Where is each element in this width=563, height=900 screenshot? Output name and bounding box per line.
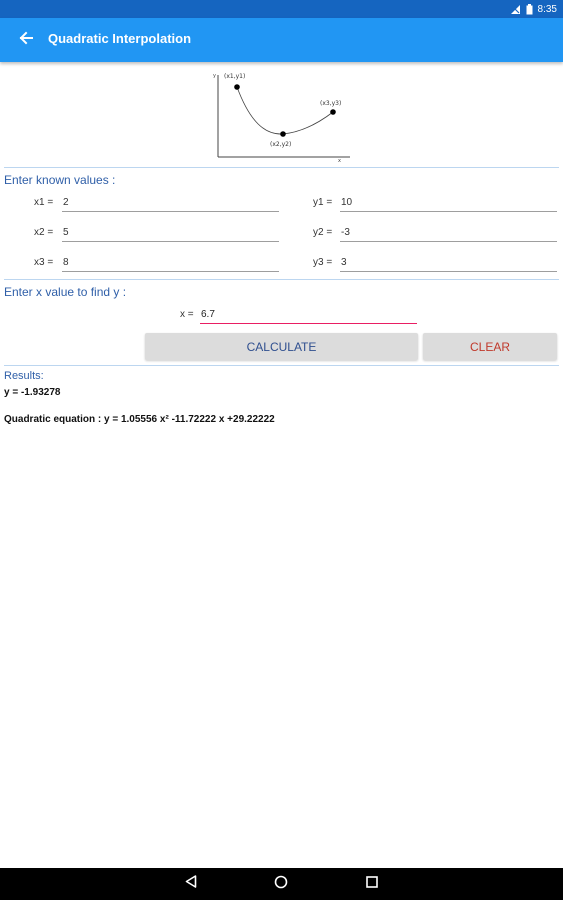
- status-bar: [0, 0, 563, 18]
- results-label: Results:: [4, 370, 44, 382]
- point-1-label: (x1,y1): [224, 73, 246, 80]
- y2-label: y2 =: [313, 227, 333, 238]
- arrow-left-icon: [19, 31, 33, 50]
- status-time: 8:35: [537, 3, 557, 15]
- clear-button[interactable]: CLEAR: [423, 333, 557, 360]
- parabola-curve: [237, 87, 333, 134]
- find-y-label: Enter x value to find y :: [4, 285, 127, 299]
- divider: [4, 279, 559, 280]
- nav-home-button[interactable]: [273, 876, 289, 892]
- circle-home-icon: [274, 875, 288, 894]
- back-button[interactable]: [14, 28, 38, 52]
- app-bar: [0, 18, 563, 62]
- x2-label: x2 =: [34, 227, 54, 238]
- page-title: Quadratic Interpolation: [48, 31, 192, 46]
- y1-label: y1 =: [313, 197, 333, 208]
- y1-input[interactable]: 10: [340, 196, 557, 212]
- status-icons: [510, 2, 557, 16]
- calculate-button[interactable]: CALCULATE: [145, 333, 418, 360]
- square-recents-icon: [366, 875, 378, 893]
- x2-input[interactable]: 5: [62, 226, 279, 242]
- point-1: [234, 84, 240, 90]
- x1-input[interactable]: 2: [62, 196, 279, 212]
- point-2: [280, 131, 286, 137]
- point-3-label: (x3,y3): [320, 100, 342, 107]
- x-axis-label: x: [338, 158, 341, 164]
- y2-input[interactable]: -3: [340, 226, 557, 242]
- divider: [4, 365, 559, 366]
- y3-label: y3 =: [313, 257, 333, 268]
- triangle-back-icon: [185, 875, 197, 893]
- quadratic-equation: Quadratic equation : y = 1.05556 x² -11.72222 x +29.22222: [4, 414, 275, 425]
- y3-input[interactable]: 3: [340, 256, 557, 272]
- x3-label: x3 =: [34, 257, 54, 268]
- parabola-diagram: [205, 67, 355, 165]
- point-3: [330, 109, 336, 115]
- signal-icon: [510, 4, 521, 15]
- divider: [4, 167, 559, 168]
- x-label: x =: [180, 309, 194, 320]
- x-input[interactable]: 6.7: [200, 308, 417, 324]
- battery-icon: [526, 4, 533, 15]
- result-y-value: y = -1.93278: [4, 387, 61, 398]
- known-values-label: Enter known values :: [4, 173, 116, 187]
- y-axis-label: y: [213, 73, 216, 79]
- nav-back-button[interactable]: [183, 876, 199, 892]
- x3-input[interactable]: 8: [62, 256, 279, 272]
- point-2-label: (x2,y2): [270, 141, 292, 148]
- x1-label: x1 =: [34, 197, 54, 208]
- navigation-bar: [0, 868, 563, 900]
- nav-recents-button[interactable]: [364, 876, 380, 892]
